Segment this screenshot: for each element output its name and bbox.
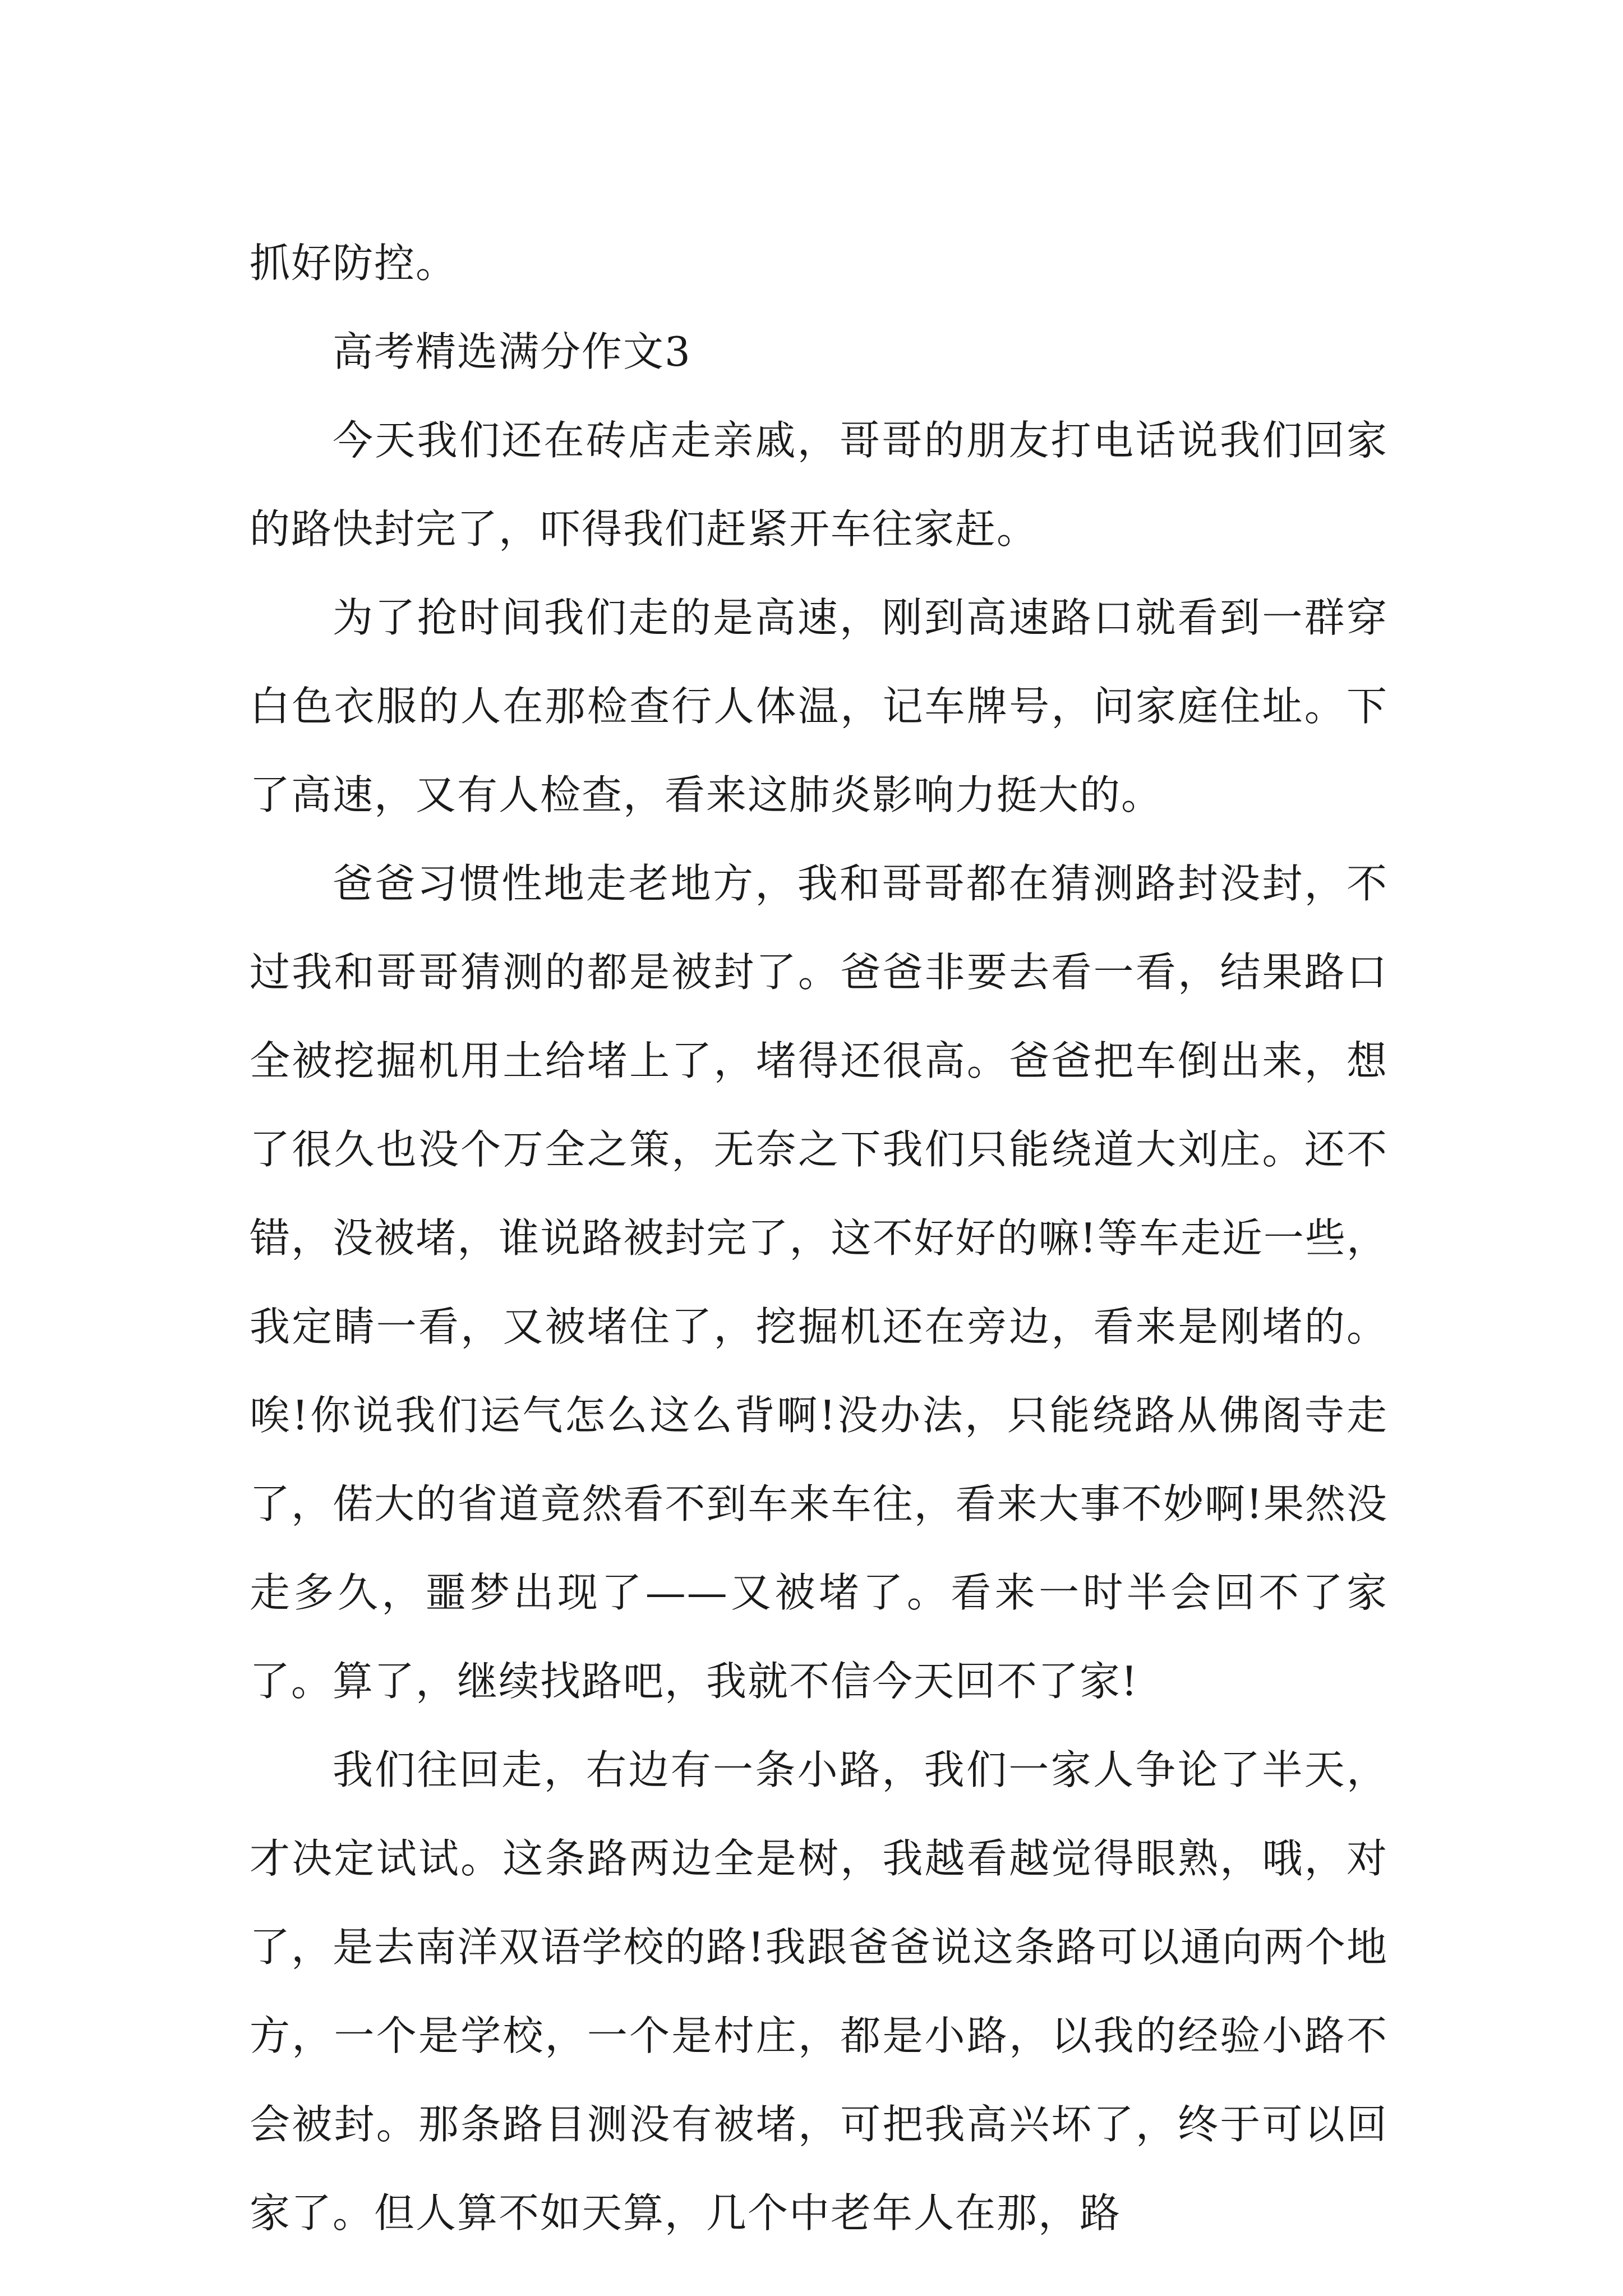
paragraph-4: 爸爸习惯性地走老地方，我和哥哥都在猜测路封没封，不过我和哥哥猜测的都是被封了。爸爸非要去看一看，结果路口全被挖掘机用土给堵上了，堵得还很高。爸爸把车倒出来，想了很久也没个万全之策，无奈之下我们只能绕道大刘庄。还不错，没被堵，谁说路被封完了，这不好好的嘛!等车走近一些，我定睛一看，又被堵住了，挖掘机还在旁边，看来是刚堵的。唉!你说我们运气怎么这么背啊!没办法，只能绕路从佛阁寺走了，偌大的省道竟然看不到车来车往，看来大事不妙啊!果然没走多久，噩梦出现了——又被堵了。看来一时半会回不了家了。算了，继续找路吧，我就不信今天回不了家! [250, 860, 1388, 1705]
paragraph-3: 为了抢时间我们走的是高速，刚到高速路口就看到一群穿白色衣服的人在那检查行人体温，记车牌号，问家庭住址。下了高速，又有人检查，看来这肺炎影响力挺大的。 [250, 594, 1388, 818]
paragraph-2: 今天我们还在砖店走亲戚，哥哥的朋友打电话说我们回家的路快封完了，吓得我们赶紧开车往家赶。 [250, 417, 1388, 553]
document-body [250, 219, 1388, 2257]
paragraph-1: 抓好防控。 [250, 240, 458, 287]
paragraph-5: 我们往回走，右边有一条小路，我们一家人争论了半天，才决定试试。这条路两边全是树，我越看越觉得眼熟，哦，对了，是去南洋双语学校的路!我跟爸爸说这条路可以通向两个地方，一个是学校，一个是村庄，都是小路，以我的经验小路不会被封。那条路目测没有被堵，可把我高兴坏了，终于可以回家了。但人算不如天算，几个中老年人在那，路 [250, 1746, 1388, 2237]
section-heading: 高考精选满分作文3 [333, 328, 691, 375]
